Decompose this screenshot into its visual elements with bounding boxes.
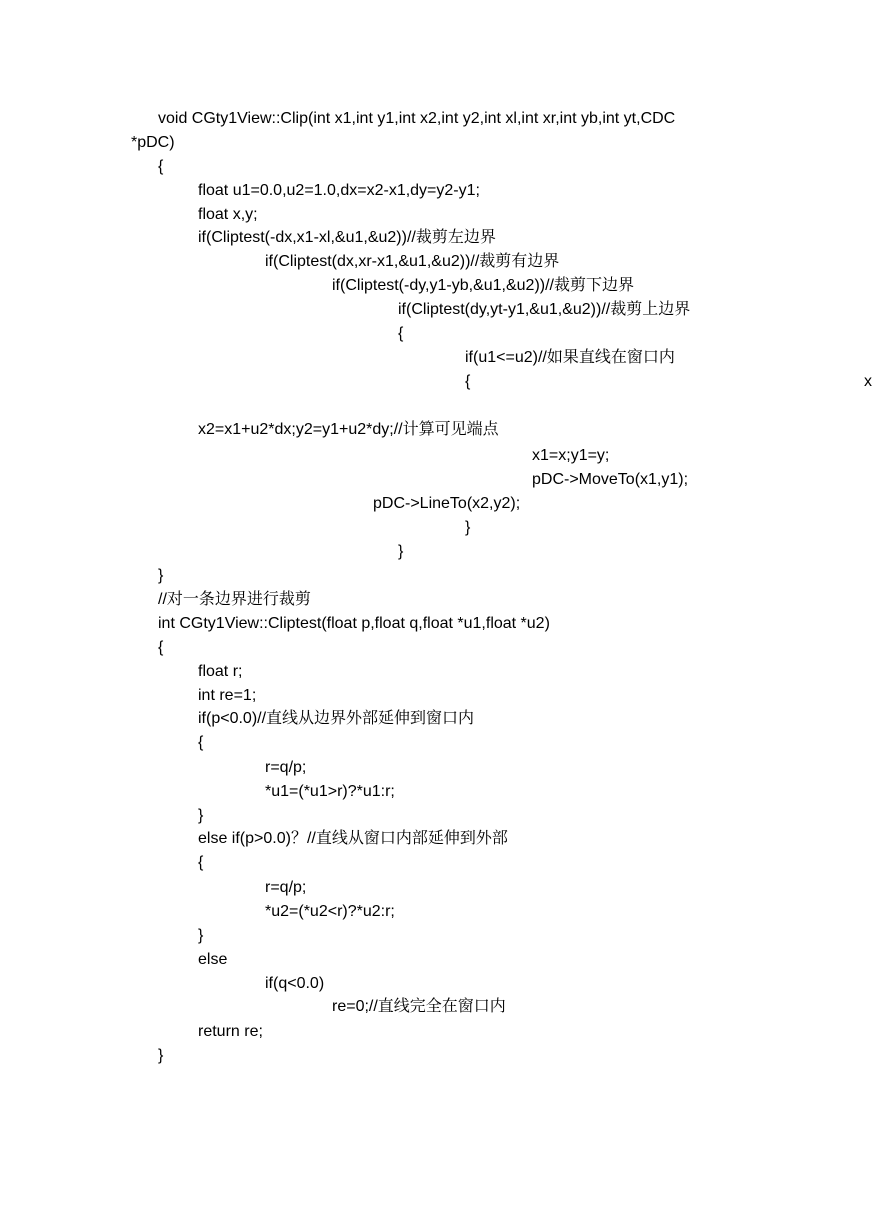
code-line: } — [398, 543, 404, 560]
code-line: float r; — [198, 663, 243, 680]
code-line: //对一条边界进行裁剪 — [158, 591, 311, 608]
code-line-cut-off: x — [864, 373, 872, 390]
code-line: { — [465, 373, 471, 390]
code-line: *u1=(*u1>r)?*u1:r; — [265, 783, 395, 800]
code-line: float x,y; — [198, 206, 258, 223]
code-line: if(q<0.0) — [265, 975, 325, 992]
code-line: else if(p>0.0)？//直线从窗口内部延伸到外部 — [198, 830, 508, 847]
code-line: *u2=(*u2<r)?*u2:r; — [265, 903, 395, 920]
code-line: } — [198, 927, 204, 944]
code-line: if(Cliptest(dx,xr-x1,&u1,&u2))//裁剪有边界 — [265, 253, 560, 270]
code-line: pDC->MoveTo(x1,y1); — [532, 471, 689, 488]
code-line: x1=x;y1=y; — [532, 447, 610, 464]
code-line: pDC->LineTo(x2,y2); — [373, 495, 521, 512]
code-line: int CGty1View::Cliptest(float p,float q,float *u1,float *u2) — [158, 615, 550, 632]
code-line: if(Cliptest(-dx,x1-xl,&u1,&u2))//裁剪左边界 — [198, 229, 496, 246]
code-line: r=q/p; — [265, 759, 307, 776]
code-line: *pDC) — [131, 134, 175, 151]
code-line: int re=1; — [198, 687, 257, 704]
code-line: { — [158, 639, 164, 656]
code-line: { — [398, 325, 404, 342]
code-line: } — [158, 1047, 164, 1064]
code-line: if(u1<=u2)//如果直线在窗口内 — [465, 349, 675, 366]
code-line: r=q/p; — [265, 879, 307, 896]
code-line: } — [465, 519, 471, 536]
code-line: void CGty1View::Clip(int x1,int y1,int x2,int y2,int xl,int xr,int yb,int yt,CDC — [158, 110, 676, 127]
code-line: return re; — [198, 1023, 263, 1040]
code-line: else — [198, 951, 228, 968]
code-line: { — [158, 158, 164, 175]
code-line: x2=x1+u2*dx;y2=y1+u2*dy;//计算可见端点 — [198, 421, 499, 438]
code-line: { — [198, 854, 204, 871]
code-line: { — [198, 734, 204, 751]
code-line: if(p<0.0)//直线从边界外部延伸到窗口内 — [198, 710, 475, 727]
code-line: float u1=0.0,u2=1.0,dx=x2-x1,dy=y2-y1; — [198, 182, 480, 199]
code-line: } — [198, 807, 204, 824]
code-line: if(Cliptest(dy,yt-y1,&u1,&u2))//裁剪上边界 — [398, 301, 691, 318]
code-line: re=0;//直线完全在窗口内 — [332, 998, 506, 1015]
code-line: if(Cliptest(-dy,y1-yb,&u1,&u2))//裁剪下边界 — [332, 277, 634, 294]
code-line: } — [158, 567, 164, 584]
